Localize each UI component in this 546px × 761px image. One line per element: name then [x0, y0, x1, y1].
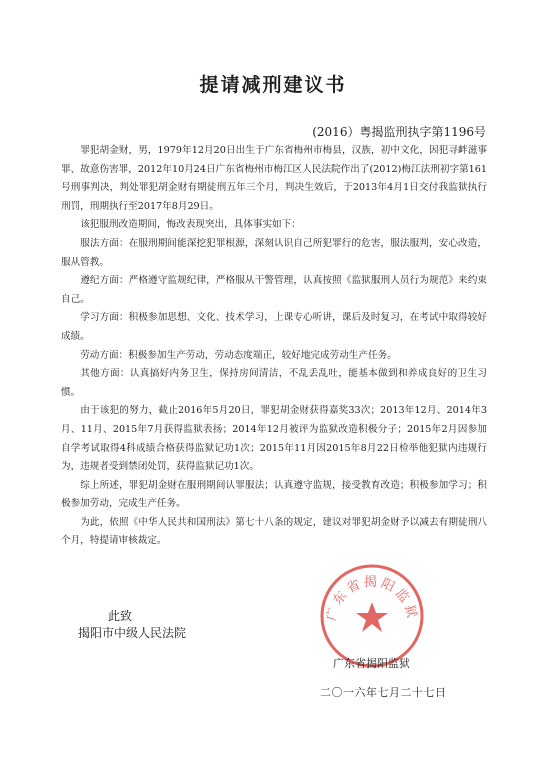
- star-icon: [356, 602, 388, 632]
- salutation: 此致: [108, 609, 133, 623]
- paragraph: 服法方面：在服刑期间能深挖犯罪根源，深刻认识自己所犯罪行的危害，服法服判，安心改造，服从管教。: [61, 237, 487, 268]
- paragraph: 罪犯胡金财，男，1979年12月20日出生于广东省梅州市梅县，汉族，初中文化，因犯寻衅滋事罪、故意伤害罪，2012年10月24日广东省梅州市梅江区人民法院作出了(2012)梅江法刑初字第161号刑事判决，判处罪犯胡金财有期徒刑五年三个月，判决生效后，于2013年4月1日交付我监狱执行刑罚，刑期执行至2017年8月29日。: [61, 145, 487, 212]
- official-seal: [318, 562, 426, 670]
- document-title: 提请减刑建议书: [199, 74, 347, 96]
- issue-date: 二〇一六年七月二十七日: [320, 686, 447, 699]
- paragraph: 综上所述，罪犯胡金财在服刑期间认罪服法；认真遵守监规，接受教育改造；积极参加学习；积极参加劳动，完成生产任务。: [61, 479, 487, 510]
- paragraph: 遵纪方面：严格遵守监规纪律，严格服从干警管理，认真按照《监狱服刑人员行为规范》来约束自己。: [61, 275, 487, 305]
- paragraph: 由于该犯的努力，截止2016年5月20日，罪犯胡金财获得嘉奖33次；2013年12月、2014年3月、11月、2015年7月获得监狱表扬；2014年12月被评为监狱改造积极分子；2015年2月因参加自学考试取得4科成绩合格获得监狱记功1次；2015年11月因2015年8月22日检举他犯狱内违规行为，违规者受到禁闭处罚，获得监狱记功1次。: [61, 405, 487, 473]
- document-body: [61, 142, 487, 551]
- paragraph: 劳动方面：积极参加生产劳动，劳动态度端正，较好地完成劳动生产任务。: [80, 349, 397, 361]
- issuer-name: 广东省揭阳监狱: [333, 657, 410, 670]
- paragraph: 该犯服刑改造期间，悔改表现突出，具体事实如下：: [80, 219, 301, 231]
- paragraph: 学习方面：积极参加思想、文化、技术学习，上课专心听讲，课后及时复习，在考试中取得较好成绩。: [61, 312, 487, 342]
- paragraph: 为此，依照《中华人民共和国刑法》第七十八条的规定，建议对罪犯胡金财予以减去有期徒刑八个月，特提请审核裁定。: [61, 516, 487, 547]
- document-number: (2016）粤揭监刑执字第1196号: [312, 125, 486, 139]
- seal-text: 广东省揭阳监狱: [324, 575, 420, 623]
- paragraph: 其他方面：认真搞好内务卫生，保持房间清洁，不乱丢乱吐，能基本做到和养成良好的卫生习惯。: [61, 368, 487, 398]
- recipient-court: 揭阳市中级人民法院: [78, 626, 187, 640]
